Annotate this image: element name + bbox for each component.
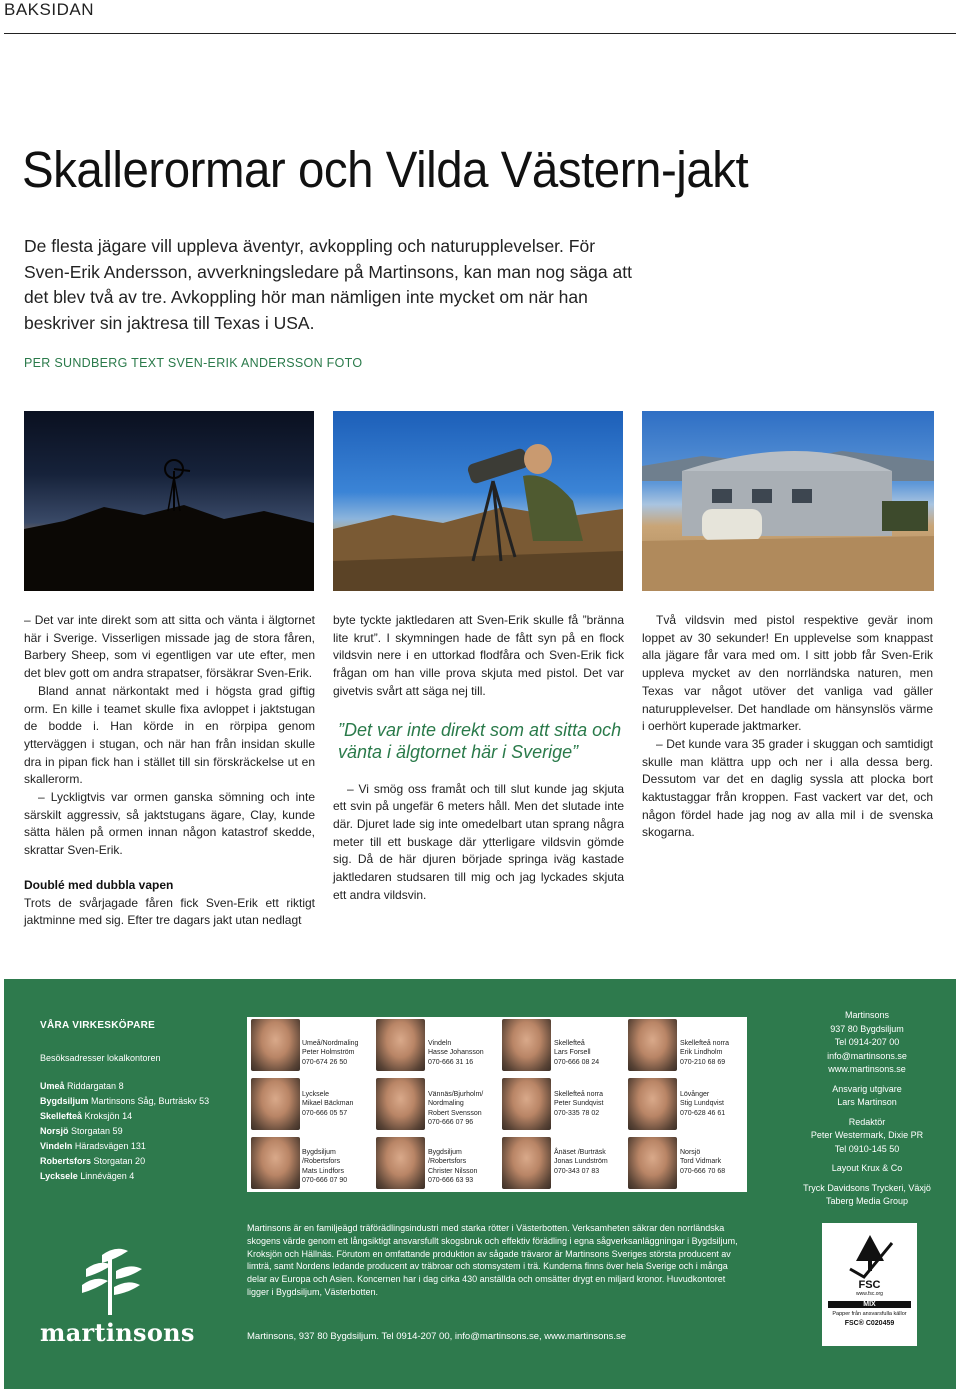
staff-phone: 070-666 07 96 xyxy=(428,1119,474,1127)
staff-name: Robert Svensson xyxy=(428,1109,482,1117)
staff-area: Lycksele xyxy=(302,1091,329,1098)
staff-photo xyxy=(628,1137,677,1189)
article-column-2 xyxy=(333,612,624,904)
fsc-code: FSC® C020459 xyxy=(844,1320,895,1327)
subheading: Doublé med dubbla vapen xyxy=(24,877,174,892)
staff-area: Skellefteå norra xyxy=(680,1040,730,1047)
staff-card xyxy=(428,1148,500,1186)
masthead xyxy=(792,1009,942,1209)
paragraph: Två vildsvin med pistol respektive gevär inom loppet av 30 sekunder! En upplevelse som knappast alla jägare får vara med om. I sitt jobb får Sven-Erik uppleva mycket av den norrländska naturen, men Texas var något utöver det vanliga vad gäller naturupplevelser. Det handlade om hänsynslös värme i oerhört kuperade jaktmarker. xyxy=(642,613,933,734)
staff-area: Norsjö xyxy=(680,1149,701,1156)
photo-windmill-sunset xyxy=(24,411,314,591)
staff-name: Christer Nilsson xyxy=(428,1167,478,1175)
masthead-layout: Layout Krux & Co xyxy=(831,1163,903,1173)
retailers-heading: VÅRA VIRKESKÖPARE xyxy=(40,1020,156,1031)
staff-phone: 070-666 63 93 xyxy=(428,1177,474,1185)
staff-name: Peter Sundqvist xyxy=(554,1100,604,1108)
staff-card xyxy=(680,1039,752,1067)
staff-photo xyxy=(628,1019,677,1071)
masthead-company: Martinsons xyxy=(844,1010,889,1020)
staff-area: Vindeln xyxy=(428,1040,452,1047)
photo-hunter-spotting-scope xyxy=(333,411,623,591)
staff-card xyxy=(428,1039,500,1067)
retailers-intro: Besöksadresser lokalkontoren xyxy=(40,1053,161,1063)
fsc-brand: FSC xyxy=(858,1279,881,1291)
logo-wordmark: martinsons xyxy=(40,1318,195,1347)
staff-card xyxy=(302,1090,374,1118)
fsc-mix: MIX xyxy=(828,1301,911,1308)
masthead-editor-label: Redaktör xyxy=(848,1116,886,1127)
office-row: Norsjö Storgatan 59 xyxy=(40,1126,123,1136)
staff-area: Bygdsiljum /Robertsfors xyxy=(302,1149,341,1166)
staff-card xyxy=(302,1039,374,1067)
office-row: Skellefteå Kroksjön 14 xyxy=(40,1111,133,1121)
staff-name: Mats Lindfors xyxy=(302,1167,345,1175)
staff-phone: 070-343 07 83 xyxy=(554,1167,600,1175)
office-row: Vindeln Häradsvägen 131 xyxy=(40,1141,146,1151)
staff-area: Umeå/Nordmaling xyxy=(302,1040,359,1047)
photo-hunting-cabin xyxy=(642,411,934,591)
staff-area: Skellefteå xyxy=(554,1040,585,1047)
paragraph: – Det kunde vara 35 grader i skuggan och samtidigt skulle man klättra upp och ner i alla dessa berg. Dessutom var det en daglig syssla att plocka bort kaktustaggar från kroppen. Fast vackert var det, och någon fördel hade jag nog av alla mil i de svenska skogarna. xyxy=(642,736,933,840)
section-label: BAKSIDAN xyxy=(4,0,94,19)
staff-phone: 070-674 26 50 xyxy=(302,1058,348,1066)
company-description: Martinsons är en familjeägd träförädlingsindustri med starka rötter i Västerbotten. Verksamheten säkrar den norrländska skogens värde genom ett långsiktigt ansvarsfullt skogsbruk och effektiv förädling i egna sågverksanläggningar i Bygdsiljum, Kroksjön och Hällnäs. Förutom en omfattande produktion av sågade trävaror är Martinsons Sveriges största producent av limträ, samt Nordens ledande producent av träbroar och stomsystem i trä. Kunderna finns över hela Sverige och i många delar av Europa och Asien. Koncernen har i dag cirka 430 anställda och omsätter drygt en miljard kronor. Huvudkontoret ligger i Bygdsiljum, Västerbotten. xyxy=(247,1223,738,1297)
staff-name: Jonas Lundström xyxy=(554,1158,608,1166)
pull-quote: ”Det var inte direkt som att sitta och vänta i älgtornet här i Sverige” xyxy=(338,719,622,762)
staff-area: Bygdsiljum /Robertsfors xyxy=(428,1149,467,1166)
top-divider xyxy=(4,33,956,34)
staff-photo xyxy=(502,1019,551,1071)
staff-name: Peter Holmström xyxy=(302,1049,355,1057)
staff-card xyxy=(302,1148,374,1186)
masthead-editor-tel: Tel 0910-145 50 xyxy=(834,1143,900,1154)
staff-photo xyxy=(251,1019,300,1071)
staff-name: Lars Forsell xyxy=(554,1049,591,1057)
staff-photo xyxy=(376,1137,425,1189)
staff-phone: 070-210 68 69 xyxy=(680,1058,726,1066)
paragraph: byte tyckte jaktledaren att Sven-Erik skulle få ”bränna lite krut”. I skymningen hade de fått syn på en flock vildsvin nere i en uttorkad flodfåra och Sven-Erik fick frågan om han ville prova skjuta med pistol. Det var givetvis svårt att säga nej till. xyxy=(333,613,624,698)
paragraph: Bland annat närkontakt med i högsta grad giftig orm. En kille i teamet skulle fixa avloppet i jaktstugan de bodde i. Han körde in en rörpipa genom ytterväggen i stugan, och när han från insidan skulle dra in pipan fick han i stället till sin förskräckelse ut en skallerorm. xyxy=(24,683,315,787)
staff-photo xyxy=(376,1078,425,1130)
masthead-print: Tryck Davidsons Tryckeri, Växjö Taberg Media Group xyxy=(803,1182,931,1206)
fsc-desc: Papper från ansvarsfulla källor xyxy=(832,1311,907,1317)
article-column-3 xyxy=(642,612,933,842)
staff-name: Erik Lindholm xyxy=(680,1049,723,1057)
staff-phone: 070-666 31 16 xyxy=(428,1058,474,1066)
staff-phone: 070-666 05 57 xyxy=(302,1109,348,1117)
retailers-block xyxy=(40,1018,230,1184)
paragraph: – Det var inte direkt som att sitta och vänta i älgtornet här i Sverige. Visserligen missade jag de stora fåren, Barbery Sheep, som vi egentligen var ute efter, men det blev gott om andra strapatser, försäkrar Sven-Erik. xyxy=(24,613,315,681)
office-row: Robertsfors Storgatan 20 xyxy=(40,1156,146,1166)
article-title: Skallerormar och Vilda Västern-jakt xyxy=(22,141,749,198)
staff-phone: 070-666 07 90 xyxy=(302,1177,348,1185)
masthead-email: info@martinsons.se xyxy=(827,1050,907,1061)
staff-phone: 070-628 46 61 xyxy=(680,1109,726,1117)
fsc-tree-check-icon xyxy=(840,1231,900,1281)
staff-phone: 070-666 70 68 xyxy=(680,1167,726,1175)
masthead-publisher: Lars Martinson xyxy=(837,1097,897,1107)
staff-photo xyxy=(376,1019,425,1071)
staff-name: Hasse Johansson xyxy=(428,1049,484,1057)
staff-photo xyxy=(628,1078,677,1130)
paragraph: – Vi smög oss framåt och till slut kunde jag skjuta ett svin på ungefär 6 meters håll. Men det slutade inte där. Djuret lade sig inte omedelbart utan sprang några meter till ett buskage där ytterligare vildsvin gömde sig. Då de här djuren började springa iväg kastade jaktledaren studsaren till mig och jag lyckades skjuta ett andra vildsvin. xyxy=(333,781,624,902)
staff-card xyxy=(680,1090,752,1118)
paragraph: Trots de svårjagade fåren fick Sven-Erik ett riktigt jaktminne med sig. Efter tre dagars jakt utan nedlagt xyxy=(24,895,315,928)
masthead-tel: Tel 0914-207 00 xyxy=(834,1037,900,1047)
article-column-1 xyxy=(24,612,315,930)
staff-area: Ånäset /Burträsk xyxy=(554,1149,606,1156)
staff-photo xyxy=(502,1078,551,1130)
staff-card xyxy=(554,1039,626,1067)
staff-area: Vännäs/Bjurholm/ Nordmaling xyxy=(428,1091,484,1108)
masthead-publisher-label: Ansvarig utgivare xyxy=(832,1083,902,1094)
staff-name: Stig Lundqvist xyxy=(680,1100,724,1108)
byline: PER SUNDBERG TEXT SVEN-ERIK ANDERSSON FOTO xyxy=(24,356,363,370)
staff-photo xyxy=(502,1137,551,1189)
staff-card xyxy=(554,1090,626,1118)
staff-phone: 070-666 08 24 xyxy=(554,1058,600,1066)
staff-card xyxy=(680,1148,752,1176)
staff-card xyxy=(554,1148,626,1176)
office-row: Lycksele Linnévägen 4 xyxy=(40,1171,135,1181)
article-lead: De flesta jägare vill uppleva äventyr, avkoppling och naturupplevelser. För Sven-Erik Andersson, avverkningsledare på Martinsons, kan man nog säga att det blev två av tre. Avkoppling hör man nämligen inte mycket om när han beskriver sin jaktresa till Texas i USA. xyxy=(24,236,632,333)
staff-name: Mikael Bäckman xyxy=(302,1100,354,1108)
fsc-web: www.fsc.org xyxy=(856,1291,883,1297)
staff-area: Lövånger xyxy=(680,1091,710,1098)
staff-card xyxy=(428,1090,500,1128)
staff-phone: 070-335 78 02 xyxy=(554,1109,600,1117)
staff-photo xyxy=(251,1137,300,1189)
masthead-web: www.martinsons.se xyxy=(828,1064,906,1074)
staff-area: Skellefteå norra xyxy=(554,1091,604,1098)
staff-photo xyxy=(251,1078,300,1130)
fsc-badge xyxy=(822,1223,917,1346)
office-row: Bygdsiljum Martinsons Såg, Burträskv 53 xyxy=(40,1096,210,1106)
contact-line: Martinsons, 937 80 Bygdsiljum. Tel 0914-207 00, info@martinsons.se, www.martinsons.se xyxy=(247,1331,627,1342)
masthead-address: 937 80 Bygdsiljum xyxy=(830,1023,904,1034)
office-row: Umeå Riddargatan 8 xyxy=(40,1081,124,1091)
paragraph: – Lyckligtvis var ormen ganska sömning och inte särskilt aggressiv, så jaktstugans ägare, Clay, kunde sätta hälen på ormen innan någon katastrof skedde, skrattar Sven-Erik. xyxy=(24,790,315,858)
staff-name: Tord Vidmark xyxy=(680,1158,722,1166)
masthead-editor: Peter Westermark, Dixie PR xyxy=(810,1130,924,1140)
